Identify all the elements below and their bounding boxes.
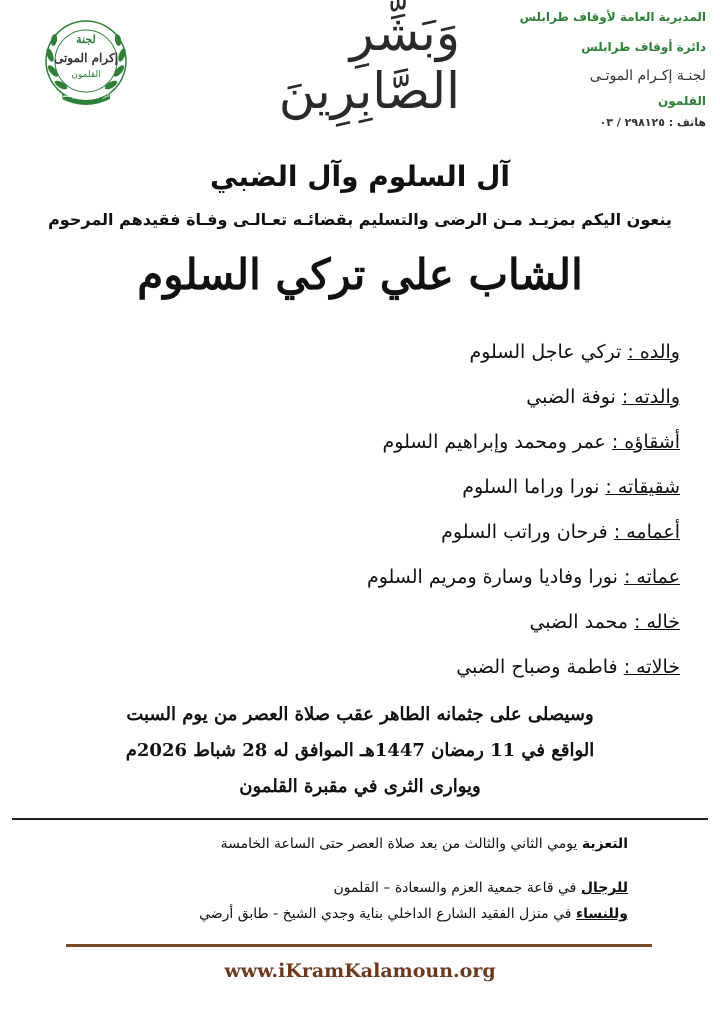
- relative-line-sisters: [462, 476, 680, 498]
- directorate-title: المديرية العامة لأوقاف طرابلس: [519, 10, 706, 24]
- relative-key: والده :: [627, 341, 680, 363]
- logo-main-text: إكرام الموتى: [53, 51, 119, 65]
- logo-sub-text: القلمون: [71, 70, 101, 80]
- women-location: في منزل الفقيد الشارع الداخلي بناية وجدي الشيخ - طابق أرضي: [199, 906, 572, 922]
- relative-value: نوفة الضبي: [526, 386, 616, 408]
- men-condolence-line: [333, 880, 628, 896]
- section-divider: [12, 818, 708, 820]
- relative-key: والدته :: [621, 386, 680, 408]
- families-title: آل السلوم وآل الضبي: [209, 160, 510, 193]
- relative-value: نورا وفاديا وسارة ومريم السلوم: [366, 566, 618, 588]
- relative-value: تركي عاجل السلوم: [469, 341, 622, 363]
- prayer-line: وسيصلى على جثمانه الطاهر عقب صلاة العصر من يوم السبت: [126, 704, 594, 725]
- relative-value: محمد الضبي: [529, 611, 628, 633]
- relative-line-father: [469, 341, 680, 363]
- condolence-label: التعزية: [581, 836, 628, 852]
- website-link[interactable]: www.iKramKalamoun.org: [224, 960, 496, 982]
- relative-key: شقيقاته :: [605, 476, 680, 498]
- deceased-name: الشاب علي تركي السلوم: [137, 250, 583, 299]
- men-label: للرجال: [580, 880, 628, 896]
- phone-number: ٢٩٨١٢٥ / ٠٣: [599, 116, 665, 129]
- relative-line-paternal-aunts: [367, 566, 680, 588]
- relative-key: خاله :: [634, 611, 680, 633]
- relative-key: خالاته :: [623, 656, 680, 678]
- logo-top-text: لجنة: [76, 33, 96, 46]
- phone-label: هاتف :: [668, 116, 706, 129]
- relative-line-maternal-aunts: [456, 656, 680, 678]
- relative-line-brothers: [382, 431, 680, 453]
- committee-logo: [40, 15, 132, 107]
- announcement-line: ينعون اليكم بمزيـد مـن الرضى والتسليم بقضائـه تعـالـى وفـاة فقيدهم المرحوم: [48, 210, 672, 229]
- town-title: القلمون: [658, 94, 706, 108]
- relative-value: فاطمة وصباح الضبي: [456, 656, 618, 678]
- relative-value: نورا وراما السلوم: [462, 476, 600, 498]
- logo-ring-text: دائرة أوقاف طرابلس: [59, 92, 113, 99]
- relative-line-mother: [526, 386, 680, 408]
- verse-calligraphy: وَبَشِّرِ الصَّابِرِينَ: [278, 4, 460, 120]
- women-label: وللنساء: [575, 906, 628, 922]
- footer-divider: [66, 944, 652, 947]
- phone-line: [600, 116, 706, 129]
- women-condolence-line: [199, 906, 628, 922]
- condolence-line: [221, 836, 628, 852]
- relative-line-paternal-uncles: [441, 521, 680, 543]
- men-location: في قاعة جمعية العزم والسعادة – القلمون: [333, 880, 577, 896]
- relative-line-maternal-uncle: [529, 611, 680, 633]
- relative-value: عمر ومحمد وإبراهيم السلوم: [382, 431, 606, 453]
- relative-key: أعمامه :: [613, 521, 680, 543]
- committee-title: لجنـة إكـرام الموتـى: [589, 68, 706, 84]
- relative-key: عماته :: [623, 566, 680, 588]
- date-line: الواقع في 11 رمضان 1447هـ الموافق له 28 شباط 2026م: [125, 740, 595, 761]
- burial-line: ويوارى الثرى في مقبرة القلمون: [239, 776, 481, 797]
- relative-value: فرحان وراتب السلوم: [441, 521, 608, 543]
- relative-key: أشقاؤه :: [611, 431, 680, 453]
- condolence-text: يومي الثاني والثالث من بعد صلاة العصر حتى الساعة الخامسة: [220, 836, 578, 852]
- department-title: دائرة أوقاف طرابلس: [581, 40, 706, 54]
